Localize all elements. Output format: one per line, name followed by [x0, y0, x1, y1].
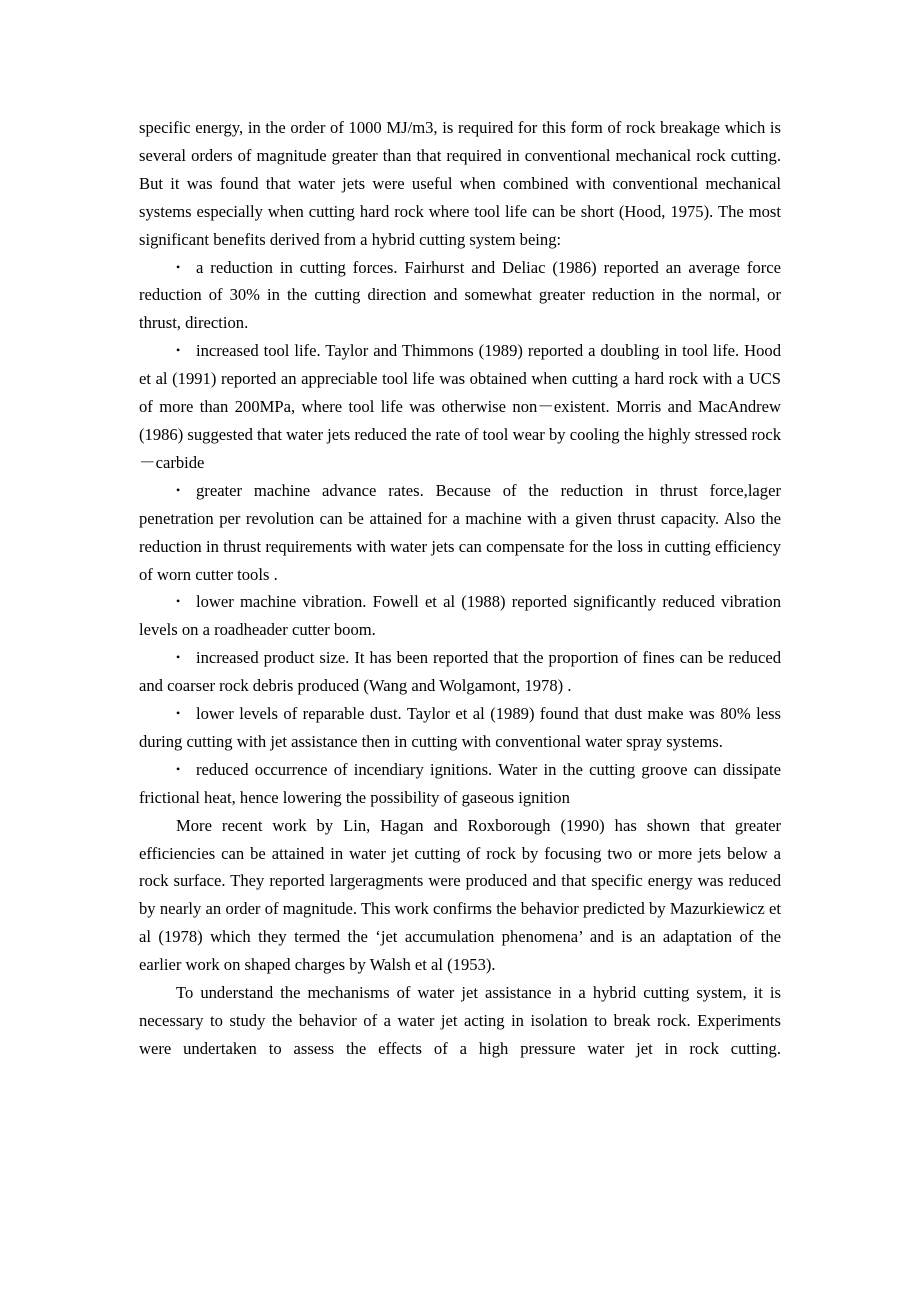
benefit-text: a reduction in cutting forces. Fairhurst and Deliac (1986) reported an average force reduction of 30% in the cutting direction and somewhat greater reduction in the normal, or thrust, direction.: [139, 257, 781, 333]
bullet-icon: •: [176, 594, 181, 609]
benefit-item: [139, 477, 781, 589]
benefit-text: increased product size. It has been reported that the proportion of fines can be reduced and coarser rock debris produced (Wang and Wolgamont, 1978) .: [139, 648, 781, 696]
benefit-item: [139, 700, 781, 756]
benefit-item: [139, 337, 781, 477]
document-page: [139, 114, 781, 1063]
bullet-icon: •: [176, 761, 181, 776]
benefit-text: lower machine vibration. Fowell et al (1988) reported significantly reduced vibration levels on a roadheader cutter boom.: [139, 592, 781, 640]
bullet-icon: •: [176, 259, 181, 274]
recent-work-paragraph: More recent work by Lin, Hagan and Roxborough (1990) has shown that greater efficiencies can be attained in water jet cutting of rock by focusing two or more jets below a rock surface. They reported largeragments were produced and that specific energy was reduced by nearly an order of magnitude. This work confirms the behavior predicted by Mazurkiewicz et al (1978) which they termed the ‘jet accumulation phenomena’ and is an adaptation of the earlier work on shaped charges by Walsh et al (1953).: [139, 815, 781, 975]
benefit-text: greater machine advance rates. Because of the reduction in thrust force,lager penetration per revolution can be attained for a machine with a given thrust capacity. Also the reduction in thrust requirements with water jets can compensate for the loss in cutting efficiency of worn cutter tools .: [139, 480, 781, 584]
benefit-text: reduced occurrence of incendiary ignitions. Water in the cutting groove can dissipate frictional heat, hence lowering the possibility of gaseous ignition: [139, 759, 781, 807]
bullet-icon: •: [176, 343, 181, 358]
benefit-text: lower levels of reparable dust. Taylor et al (1989) found that dust make was 80% less during cutting with jet assistance then in cutting with conventional water spray systems.: [139, 704, 781, 751]
benefit-text: increased tool life. Taylor and Thimmons (1989) reported a doubling in tool life. Hood et al (1991) reported an appreciable tool life was obtained when cutting a hard rock with a UCS of more than 200MPa, where tool life was otherwise non－existent. Morris and MacAndrew (1986) suggested that water jets reduced the rate of tool wear by cooling the highly stressed rock－carbide: [139, 341, 781, 472]
bullet-icon: •: [176, 482, 181, 497]
bullet-icon: •: [176, 650, 181, 665]
benefit-item: [139, 756, 781, 812]
benefit-item: [139, 644, 781, 700]
bullet-icon: •: [176, 706, 181, 721]
intro-paragraph: specific energy, in the order of 1000 MJ/m3, is required for this form of rock breakage which is several orders of magnitude greater than that required in conventional mechanical rock cutting. But it was found that water jets were useful when combined with conventional mechanical systems especially when cutting hard rock where tool life can be short (Hood, 1975). The most significant benefits derived from a hybrid cutting system being:: [139, 118, 781, 249]
benefit-item: [139, 254, 781, 338]
benefit-item: [139, 588, 781, 644]
closing-paragraph: To understand the mechanisms of water jet assistance in a hybrid cutting system, it is necessary to study the behavior of a water jet acting in isolation to break rock. Experiments were undertaken to assess the effects of a high pressure water jet in rock cutting.: [139, 983, 781, 1058]
